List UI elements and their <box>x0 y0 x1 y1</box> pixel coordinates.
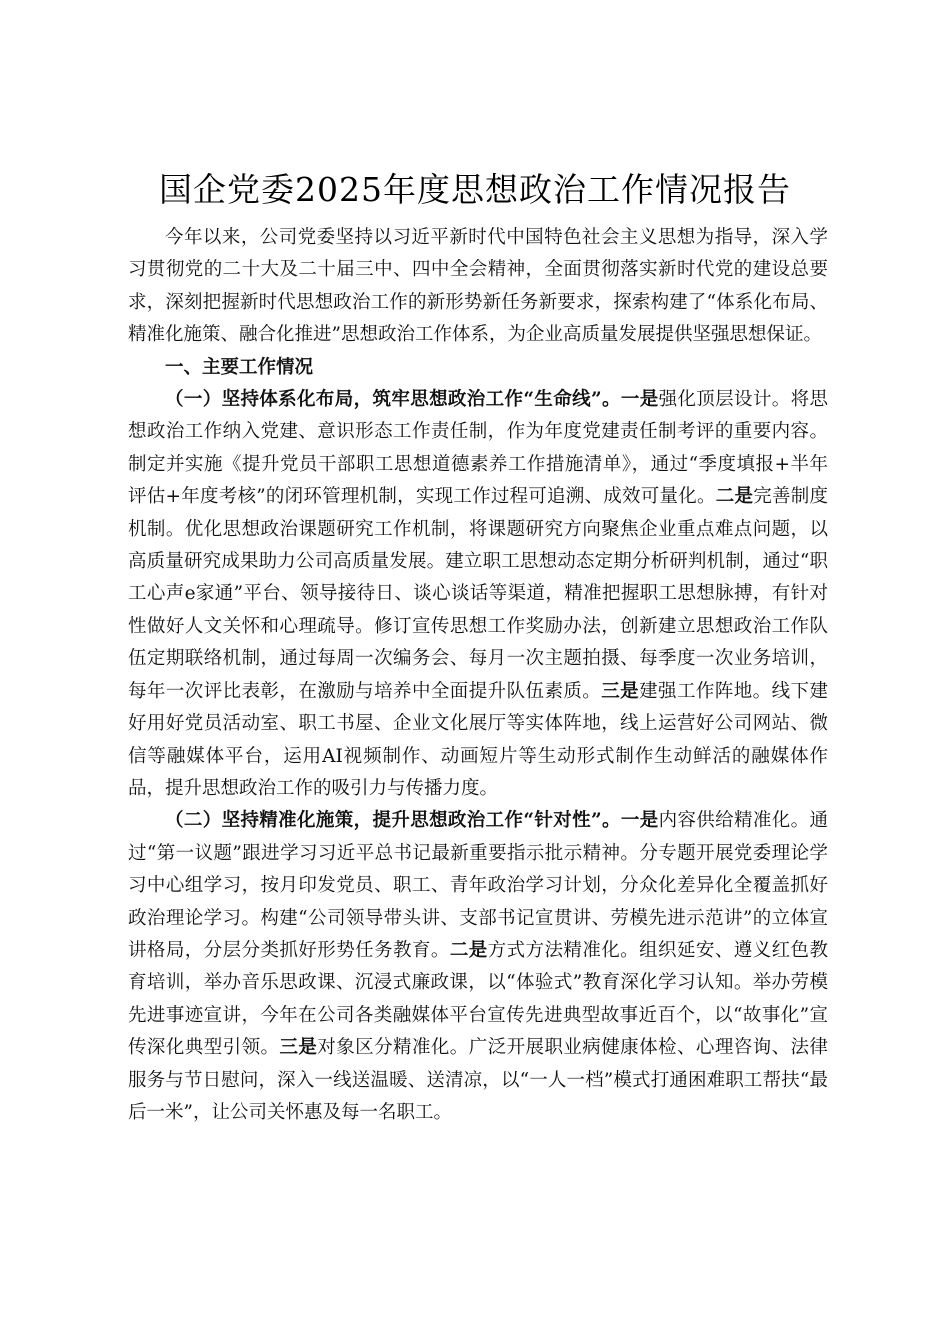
point-label: 二是 <box>449 939 488 961</box>
point-label: 一是 <box>620 389 659 411</box>
subsection-1-paragraph <box>128 384 828 805</box>
subsection-2-paragraph <box>128 805 828 1129</box>
subsection-2-heading: （二）坚持精准化施策，提升思想政治工作“针对性”。 <box>165 810 621 832</box>
point-label: 一是 <box>620 810 659 832</box>
point-text: 完善制度机制。优化思想政治课题研究工作机制，将课题研究方向聚焦企业重点难点问题，以高质量研究成果助力公司高质量发展。建立职工思想动态定期分析研判机制，通过“职工心声e家通”平台、领导接待日、谈心谈话等渠道，精准把握职工思想脉搏，有针对性做好人文关怀和心理疏导。修订宣传思想工作奖励办法，创新建立思想政治工作队伍定期联络机制，通过每周一次编务会、每月一次主题拍摄、每季度一次业务培训，每年一次评比表彰，在激励与培养中全面提升队伍素质。 <box>128 486 828 702</box>
intro-paragraph: 今年以来，公司党委坚持以习近平新时代中国特色社会主义思想为指导，深入学习贯彻党的二十大及二十届三中、四中全会精神，全面贯彻落实新时代党的建设总要求，深刻把握新时代思想政治工作的新形势新任务新要求，探索构建了“体系化布局、精准化施策、融合化推进”思想政治工作体系，为企业高质量发展提供坚强思想保证。 <box>128 227 828 346</box>
subsection-1-heading: （一）坚持体系化布局，筑牢思想政治工作“生命线”。 <box>165 389 621 411</box>
point-text: 对象区分精准化。广泛开展职业病健康体检、心理咨询、法律服务与节日慰问，深入一线送温暖、送清凉，以“一人一档”模式打通困难职工帮扶“最后一米”，让公司关怀惠及每一名职工。 <box>128 1037 828 1123</box>
document-body <box>128 222 828 1129</box>
point-text: 内容供给精准化。通过“第一议题”跟进学习习近平总书记最新重要指示批示精神。分专题开展党委理论学习中心组学习，按月印发党员、职工、青年政治学习计划，分众化差异化全覆盖抓好政治理论学习。构建“公司领导带头讲、支部书记宣贯讲、劳模先进示范讲”的立体宣讲格局，分层分类抓好形势任务教育。 <box>128 810 828 961</box>
point-text: 方式方法精准化。组织延安、遵义红色教育培训，举办音乐思政课、沉浸式廉政课，以“体验式”教育深化学习认知。举办劳模先进事迹宣讲，今年在公司各类融媒体平台宣传先进典型故事近百个，以“故事化”宣传深化典型引领。 <box>128 939 828 1059</box>
point-text: 建强工作阵地。线下建好用好党员活动室、职工书屋、企业文化展厅等实体阵地，线上运营好公司网站、微信等融媒体平台，运用AI视频制作、动画短片等生动形式制作生动鲜活的融媒体作品，提升思想政治工作的吸引力与传播力度。 <box>128 680 828 799</box>
point-text: 强化顶层设计。将思想政治工作纳入党建、意识形态工作责任制，作为年度党建责任制考评的重要内容。制定并实施《提升党员干部职工思想道德素养工作措施清单》，通过“季度填报+半年评估+年度考核”的闭环管理机制，实现工作过程可追溯、成效可量化。 <box>128 389 828 508</box>
point-label: 二是 <box>715 486 754 508</box>
section-heading-main-work: 一、主要工作情况 <box>165 356 314 378</box>
point-label: 三是 <box>601 680 640 702</box>
document-title: 国企党委2025年度思想政治工作情况报告 <box>159 170 791 209</box>
point-label: 三是 <box>279 1037 318 1059</box>
